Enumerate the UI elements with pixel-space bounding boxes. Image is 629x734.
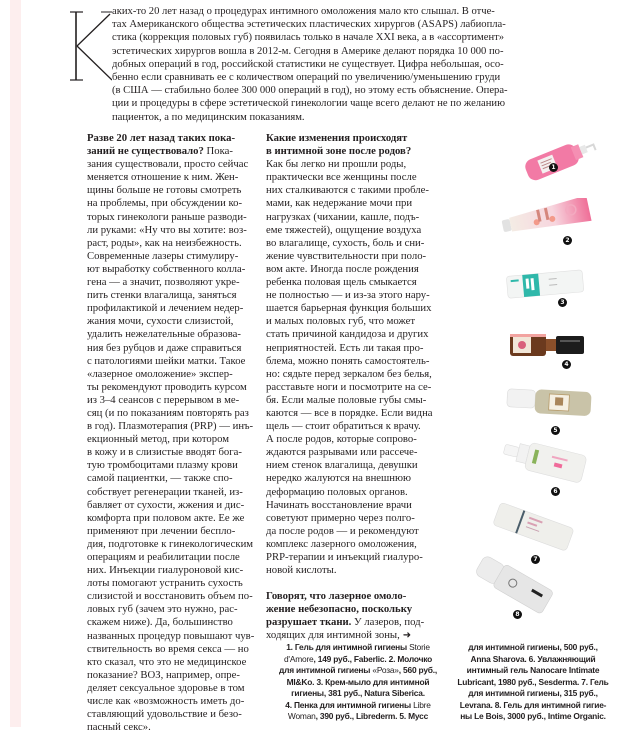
body-text-line: на проблемы, при обсуждении ко-: [87, 197, 243, 210]
caption-segment: Librederm.: [356, 711, 400, 721]
body-text-line: профилактикой и лечением недер-: [87, 302, 244, 315]
caption-line: для интимной гигиены, 500 руб.,: [468, 642, 598, 652]
body-text-line: тах Американского общества эстетических пластических хирургов (ASAPS) лабиопла-: [112, 19, 506, 31]
body-text-line: но: сядьте перед зеркалом без белья,: [266, 367, 432, 380]
body-text-line: Современные лазеры стимулиру-: [87, 249, 239, 262]
body-text-line: кто сказал, что это не медицинское: [87, 655, 247, 668]
caption-line: [272, 688, 444, 700]
body-text-line: нагрузках (чихании, кашле, подъ-: [266, 210, 420, 223]
body-text-line: из 3–4 сеансов с перерывом в ме-: [87, 393, 240, 406]
caption-segment: , 149 руб.,: [313, 653, 354, 664]
product-5-image: [505, 385, 595, 421]
product-7-badge: 7: [531, 555, 540, 564]
caption-segment: 2. Молочко: [388, 653, 433, 664]
body-text-line: дия, подготовке к гинекологическим: [87, 537, 254, 550]
caption-line: [272, 654, 444, 666]
body-text-line: новой кислоты.: [266, 564, 337, 577]
body-text-line: показание? ВОЗ, например, опре-: [87, 668, 240, 681]
body-text-line: комфорта при половом акте. Ее же: [87, 511, 245, 524]
caption-segment: , 560 руб.,: [398, 665, 438, 675]
body-text-line: гена — а значит, позволяют укре-: [87, 276, 240, 289]
body-text-line: шается барьерная функция больших: [266, 302, 432, 315]
caption-segment: 5. Мусс: [399, 711, 429, 721]
body-text-line: пациенток, а по медицинским показаниям.: [112, 111, 305, 123]
product-6-badge: 6: [551, 487, 560, 496]
body-text-line: торых гинекологи раньше разводи-: [87, 210, 247, 223]
body-text-line: числе как «возможность иметь до-: [87, 695, 245, 708]
body-text-line: стать причиной кандидоза и других: [266, 328, 429, 341]
body-text-line: собствует регенерации тканей, из-: [87, 485, 243, 498]
body-text-line: блема, можно понять самостоятель-: [266, 354, 430, 367]
body-text-line: ствительность во время секса — но: [87, 642, 249, 655]
body-text-line: ли руками: «Ну что вы хотите: воз-: [87, 223, 247, 236]
body-text: У лазеров, под-: [351, 616, 425, 629]
body-text-line: екционный метод, при котором: [87, 433, 230, 446]
body-text-line: самой пациентки, — также спо-: [87, 472, 233, 485]
caption-line: Levrana. 8. Гель для интимной гигие-: [459, 699, 607, 710]
body-text-line: деляет сексуальное здоровье в том: [87, 681, 245, 694]
product-8-image: [474, 555, 554, 615]
product-1-image: [520, 130, 600, 185]
body-text-line: не полностью — и из-за этого нару-: [266, 289, 430, 302]
body-text-line: зания существовали, просто сейчас: [87, 158, 249, 171]
body-text-line: ловых губ (зачем это нужно, рас-: [87, 603, 238, 616]
body-text-line: применяют при лечении беспло-: [87, 524, 236, 537]
drop-cap: [70, 10, 112, 82]
body-text-line: бавляет от сухости, жжения и дис-: [87, 498, 245, 511]
body-text-line: А после родов, которые сопрово-: [266, 433, 417, 446]
caption-segment: Storie: [409, 642, 430, 652]
body-text-line: да после родов — и рекомендуют: [266, 524, 419, 537]
question-heading: Разве 20 лет назад таких пока-: [87, 132, 236, 144]
body-text-line: в год). Плазмотерапия (PRP) — инъ-: [87, 420, 254, 433]
caption-line: [272, 677, 444, 689]
caption-segment: Гель для интимной гигиены: [294, 642, 410, 652]
body-text-line: PRP-терапии и инъекций гиалуро-: [266, 551, 423, 563]
caption-segment: Natura Siberica.: [364, 688, 425, 698]
body-text-line: слизистой и восстановить объем по-: [87, 590, 253, 603]
product-5-badge: 5: [551, 426, 560, 435]
body-text-line: эстетических хирургов вошла в 2012-м. Сегодня в Америке делают порядка 10 000 по-: [112, 45, 504, 57]
product-6-image: [500, 440, 588, 488]
caption-line: ны Le Bois, 3000 руб., Intime Organic.: [460, 711, 606, 721]
question-heading: заний не существовало?: [87, 145, 204, 158]
body-text-line: тую тромбоцитами плазму крови: [87, 459, 238, 472]
body-text-line: бя. Если малые половые губы смы-: [266, 393, 427, 406]
body-text: Пока-: [203, 145, 233, 158]
body-text-line: щины больше не готовы смотреть: [87, 184, 242, 197]
product-3-badge: 3: [558, 298, 567, 307]
body-text-line: каются — все в порядке. Если видна: [266, 406, 433, 419]
question-heading: жение небезопасно, поскольку: [266, 603, 413, 616]
caption-segment: Woman: [287, 711, 316, 721]
body-text-line: добных операций в год, российской статистики не существует. Цифра небольшая, осо-: [112, 58, 504, 70]
product-2-image: [500, 198, 595, 238]
body-text-line: бенно если сравнивать ее с количеством операций по увеличению/уменьшению груди: [112, 72, 501, 84]
caption-line: [272, 642, 444, 654]
caption-segment: 1.: [286, 642, 295, 652]
caption-line: для интимной гигиены, 315 руб.,: [468, 688, 598, 698]
body-text-line: ставляющий удовольствие и безо-: [87, 708, 242, 721]
body-text-line: лоты помогают устранить сухость: [87, 577, 243, 590]
product-4-badge: 4: [562, 360, 571, 369]
body-text-line: нередко жалуются на внешнюю: [266, 472, 411, 485]
body-text-line: неприятностей. Есть ли такая про-: [266, 341, 424, 354]
body-text-line: меняется отношение к ним. Жен-: [87, 171, 239, 184]
body-text: ходящих для интимной зоны,: [266, 629, 400, 642]
body-text-line: комплекс лазерного омоложения,: [266, 537, 417, 550]
body-text-line: жания мочи, сухости слизистой,: [87, 315, 234, 328]
body-text-line: советуют примерно через полго-: [266, 511, 415, 524]
body-text-line: «лазерное омоложение» экспер-: [87, 367, 233, 380]
caption-line: [272, 665, 444, 677]
caption-segment: 3. Крем-мыло для интимной: [316, 676, 430, 687]
caption-segment: d'Amore: [283, 653, 314, 664]
body-text-line: жение чувствительности при поло-: [266, 249, 427, 262]
caption-line: [272, 711, 444, 723]
body-text-line: еме тяжестей), ощущение воздуха: [266, 223, 422, 236]
body-text-line: во влагалище, сухость, боль и сни-: [266, 236, 425, 249]
body-text-line: скажем ниже). Да, большинство: [87, 616, 233, 629]
body-text-line: ребенка половая щель смыкается: [266, 276, 417, 289]
page-edge-band: [10, 0, 21, 727]
product-1-badge: 1: [549, 163, 558, 172]
caption-segment: «Роза»: [372, 665, 399, 675]
body-text-line: Как бы легко ни прошли роды,: [266, 158, 407, 171]
body-text-line: них сталкиваются с такими пробле-: [266, 184, 429, 197]
caption-line: Lubricant, 1980 руб., Sesderma. 7. Гель: [457, 676, 609, 687]
question-heading: Какие изменения происходят: [266, 132, 408, 144]
caption-segment: MI&Ko.: [286, 676, 317, 687]
body-text-line: ния без рубцов и даже справиться: [87, 341, 242, 354]
body-text-line: сяц (и по показаниям повторять раз: [87, 406, 249, 419]
question-heading: в интимной зоне после родов?: [266, 145, 412, 158]
body-text-line: аких-то 20 лет назад о процедурах интимного омоложения мало кто слышал. В отче-: [112, 6, 495, 17]
caption-segment: гигиены, 381 руб.,: [291, 688, 365, 698]
question-heading: разрушает ткани.: [266, 616, 352, 629]
body-text-line: них. Инъекции гиалуроновой кис-: [87, 564, 244, 577]
body-text-line: вом акте. Иногда после рождения: [266, 262, 419, 275]
body-text-line: ты рекомендуют проводить курсом: [87, 380, 247, 393]
caption-segment: для интимной гигиены: [278, 665, 373, 675]
continue-arrow-icon: ➜: [402, 630, 412, 642]
body-text-line: пить стенки влагалища, заняться: [87, 289, 237, 302]
body-text-line: названных процедур повышают чув-: [87, 629, 255, 642]
caption-segment: Faberlic.: [353, 653, 389, 664]
body-text-line: с патологиями шейки матки. Такое: [87, 354, 246, 367]
body-text-line: щель — стоит обратиться к врачу.: [266, 420, 421, 433]
caption-line: [272, 700, 444, 712]
body-text-line: операциям и реабилитации после: [87, 551, 240, 563]
body-text-line: мами, как недержание мочи при: [266, 197, 413, 210]
body-text-line: в кожу и в слизистые вводят бога-: [87, 446, 242, 459]
caption-segment: , 390 руб.,: [315, 711, 356, 721]
body-text-line: деформацию половых органов.: [266, 485, 408, 498]
column-2: [266, 132, 444, 643]
product-captions-right: [440, 642, 626, 723]
question-heading: Говорят, что лазерное омоло-: [266, 590, 407, 603]
product-7-image: [492, 503, 576, 553]
body-text-line: нием стенок влагалища, девушки: [266, 459, 418, 472]
body-text-line: ют выработку собственного колла-: [87, 262, 246, 275]
body-text-line: расставьте ноги и посмотрите на се-: [266, 380, 432, 393]
body-text-line: раст, роды», как на неизбежность.: [87, 236, 242, 249]
product-8-badge: 8: [513, 610, 522, 619]
intro-paragraph: [112, 5, 540, 124]
product-2-badge: 2: [563, 236, 572, 245]
column-1: [87, 132, 255, 734]
product-4-image: [508, 330, 588, 360]
body-text-line: удалить нежелательные образова-: [87, 328, 241, 341]
body-text-line: и малых половых губ, что может: [266, 315, 416, 328]
caption-segment: Libre: [413, 699, 431, 710]
body-text-line: (в США — стабильно более 300 000 операций в год), но этому есть объяснение. Опера-: [112, 85, 508, 97]
product-captions-left: [272, 642, 444, 723]
product-3-image: [505, 265, 587, 301]
body-text-line: ции и процедуры в сфере эстетической гинекологии чаще всего делают не по желанию: [112, 98, 506, 110]
body-text-line: стика (коррекция половых губ) появилась только в начале XXI века, а в «ассортимент»: [112, 32, 505, 44]
body-text-line: практически все женщины после: [266, 171, 417, 184]
body-text-line: ждаются разрывами или рассече-: [266, 446, 418, 459]
caption-line: Anna Sharova. 6. Увлажняющий: [470, 653, 596, 664]
body-text-line: пасный секс».: [87, 721, 151, 734]
body-text-line: Начинать восстановление врачи: [266, 498, 412, 511]
caption-segment: 4. Пенка для интимной гигиены: [285, 699, 414, 710]
caption-line: интимный гель Nanocare Intimate: [466, 665, 600, 675]
